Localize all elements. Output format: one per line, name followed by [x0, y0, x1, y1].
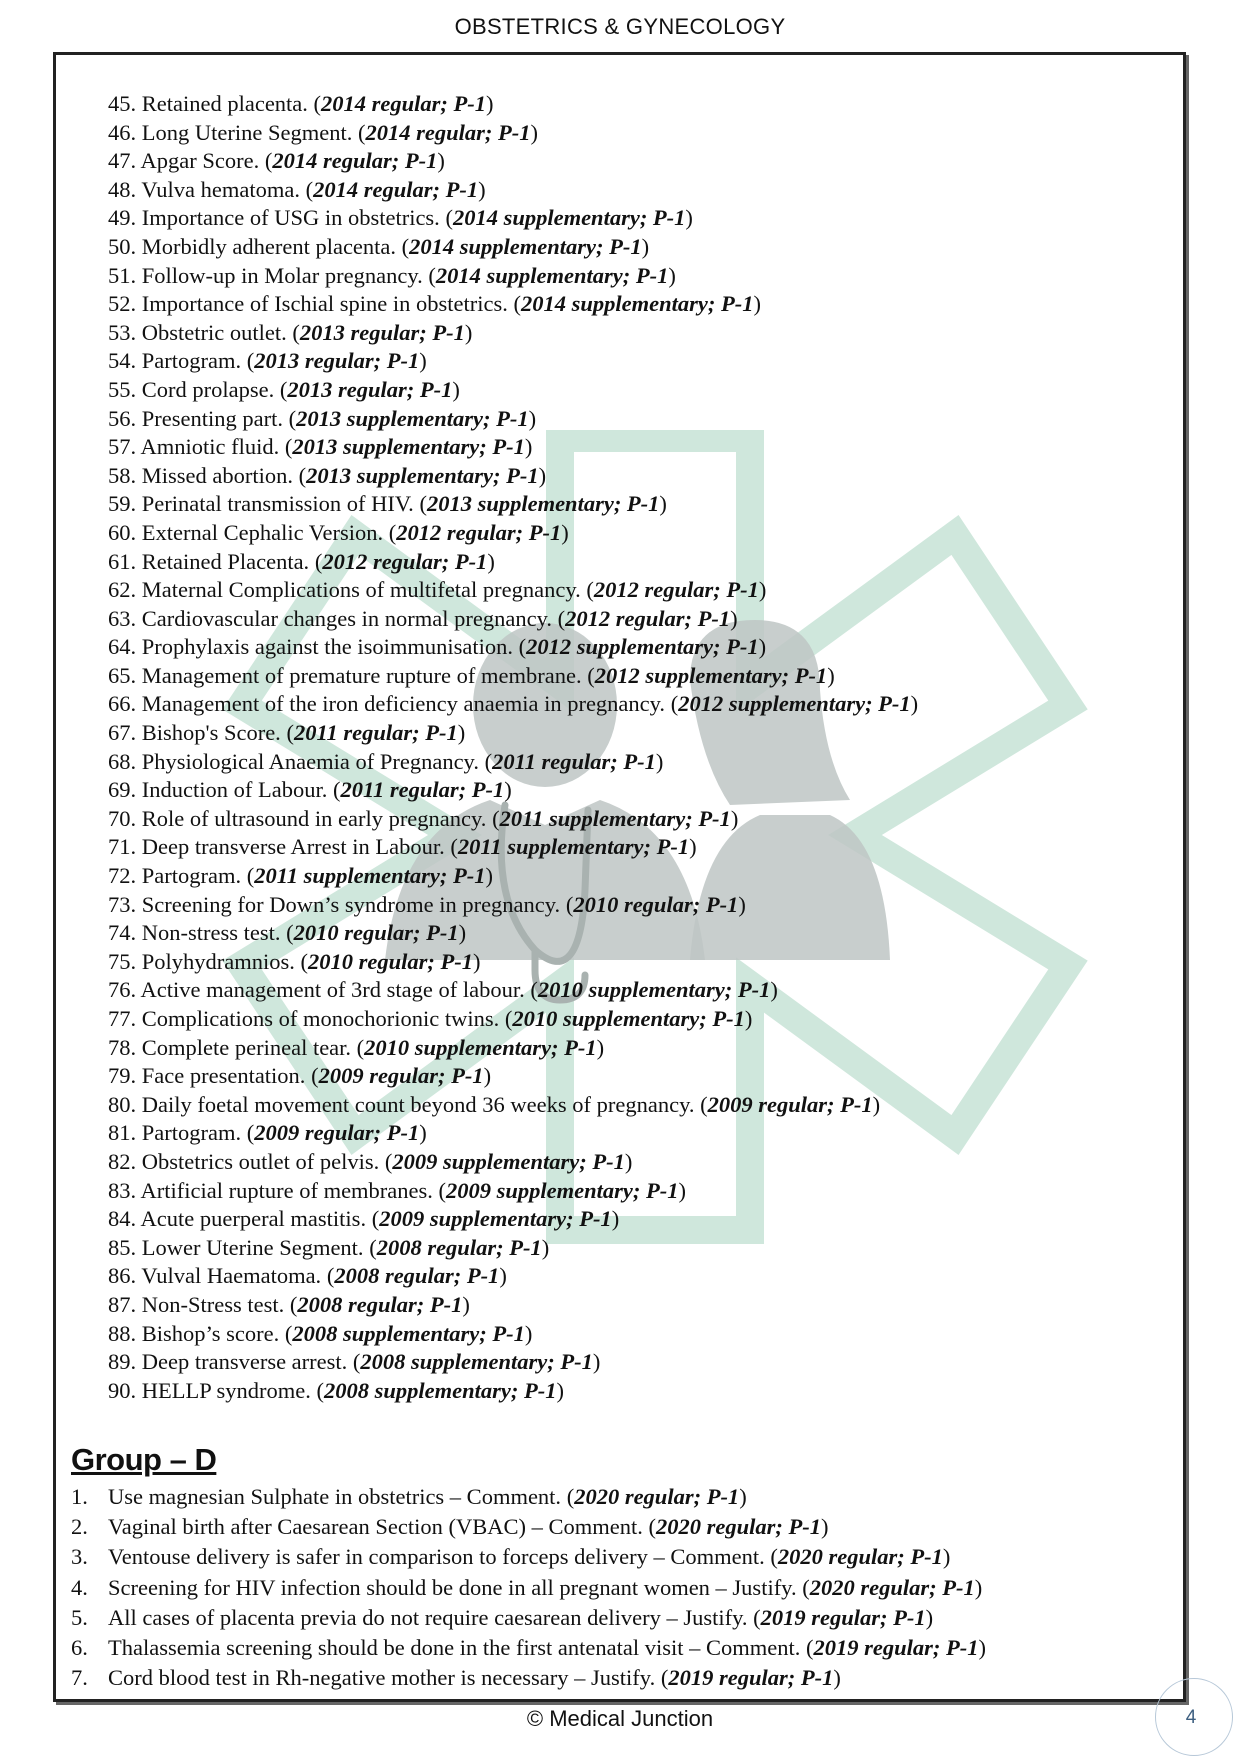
item-text: Cord prolapse.: [141, 376, 275, 402]
list-item: 45. Retained placenta. (2014 regular; P-1): [108, 91, 494, 116]
exam-reference: 2012 supplementary; P-1: [594, 662, 828, 688]
exam-reference: 2014 regular; P-1: [313, 176, 479, 202]
item-number: 54.: [108, 348, 137, 374]
item-text: Physiological Anaemia of Pregnancy.: [141, 748, 479, 774]
item-text: Obstetrics outlet of pelvis.: [141, 1148, 380, 1174]
exam-reference: 2011 regular; P-1: [293, 720, 458, 746]
item-number: 57.: [108, 434, 137, 460]
item-text: Artificial rupture of membranes.: [140, 1177, 433, 1203]
item-number: 81.: [108, 1120, 137, 1146]
item-number: 6.: [71, 1635, 88, 1661]
item-text: Cord blood test in Rh-negative mother is necessary – Justify.: [108, 1665, 656, 1691]
list-item: 69. Induction of Labour. (2011 regular; P-1): [108, 777, 512, 803]
exam-reference: 2010 regular; P-1: [573, 891, 739, 917]
exam-reference: 2019 regular; P-1: [813, 1635, 979, 1661]
item-text: Role of ultrasound in early pregnancy.: [141, 805, 487, 831]
exam-reference: 2020 regular; P-1: [809, 1574, 975, 1600]
item-number: 69.: [108, 777, 137, 803]
list-item: 84. Acute puerperal mastitis. (2009 supplementary; P-1): [108, 1206, 620, 1232]
list-item: 76. Active management of 3rd stage of labour. (2010 supplementary; P-1): [108, 977, 778, 1003]
exam-reference: 2013 supplementary; P-1: [296, 405, 529, 431]
list-item: 48. Vulva hematoma. (2014 regular; P-1): [108, 176, 486, 202]
item-number: 5.: [71, 1604, 88, 1630]
question-list: [108, 90, 918, 1405]
exam-reference: 2011 supplementary; P-1: [457, 834, 690, 860]
item-number: 67.: [108, 720, 137, 746]
exam-reference: 2019 regular; P-1: [668, 1665, 834, 1691]
item-text: Cardiovascular changes in normal pregnancy.: [141, 605, 553, 631]
item-text: Induction of Labour.: [141, 777, 328, 803]
item-text: Management of premature rupture of membrane.: [141, 662, 582, 688]
item-number: 87.: [108, 1291, 137, 1317]
exam-reference: 2008 regular; P-1: [334, 1263, 500, 1289]
list-item: 74. Non-stress test. (2010 regular; P-1): [108, 920, 467, 946]
item-number: 48.: [108, 176, 137, 202]
item-text: Management of the iron deficiency anaemia in pregnancy.: [141, 691, 666, 717]
item-number: 47.: [108, 148, 137, 174]
item-text: Screening for HIV infection should be done in all pregnant women – Justify.: [108, 1574, 797, 1600]
exam-reference: 2009 supplementary; P-1: [379, 1206, 612, 1232]
item-number: 7.: [71, 1665, 88, 1691]
item-text: Screening for Down’s syndrome in pregnancy.: [141, 891, 561, 917]
exam-reference: 2008 supplementary; P-1: [292, 1320, 525, 1346]
exam-reference: 2008 regular; P-1: [297, 1291, 463, 1317]
list-item: 83. Artificial rupture of membranes. (2009 supplementary; P-1): [108, 1177, 687, 1203]
exam-reference: 2012 regular; P-1: [396, 519, 562, 545]
list-item: 51. Follow-up in Molar pregnancy. (2014 supplementary; P-1): [108, 262, 676, 288]
item-text: Vulval Haematoma.: [141, 1263, 322, 1289]
exam-reference: 2011 regular; P-1: [340, 777, 505, 803]
exam-reference: 2020 regular; P-1: [655, 1514, 821, 1540]
list-item: 61. Retained Placenta. (2012 regular; P-1): [108, 548, 495, 574]
item-text: Non-Stress test.: [141, 1291, 285, 1317]
item-number: 82.: [108, 1148, 137, 1174]
exam-reference: 2012 regular; P-1: [322, 548, 488, 574]
list-item: 4. Screening for HIV infection should be done in all pregnant women – Justify. (2020 regular; P-1): [71, 1573, 986, 1603]
item-text: Deep transverse arrest.: [141, 1349, 348, 1375]
item-number: 84.: [108, 1206, 137, 1232]
item-text: Lower Uterine Segment.: [141, 1234, 364, 1260]
item-number: 72.: [108, 863, 137, 889]
list-item: 66. Management of the iron deficiency anaemia in pregnancy. (2012 supplementary; P-1): [108, 691, 919, 717]
item-number: 46.: [108, 119, 137, 145]
item-number: 90.: [108, 1377, 137, 1403]
item-number: 66.: [108, 691, 137, 717]
item-text: Non-stress test.: [141, 920, 281, 946]
item-number: 55.: [108, 376, 137, 402]
item-number: 86.: [108, 1263, 137, 1289]
item-text: Deep transverse Arrest in Labour.: [141, 834, 445, 860]
exam-reference: 2012 regular; P-1: [593, 577, 759, 603]
exam-reference: 2013 regular; P-1: [299, 319, 465, 345]
page-header: OBSTETRICS & GYNECOLOGY: [454, 14, 786, 39]
exam-reference: 2013 regular; P-1: [254, 348, 420, 374]
item-number: 88.: [108, 1320, 137, 1346]
item-number: 77.: [108, 1006, 137, 1031]
item-text: Amniotic fluid.: [140, 434, 280, 460]
exam-reference: 2011 supplementary; P-1: [254, 863, 486, 889]
exam-reference: 2020 regular; P-1: [574, 1484, 740, 1509]
exam-reference: 2011 supplementary; P-1: [499, 805, 731, 831]
exam-reference: 2014 supplementary; P-1: [452, 205, 686, 231]
list-item: 80. Daily foetal movement count beyond 36 weeks of pregnancy. (2009 regular; P-1): [108, 1091, 881, 1117]
list-item: 71. Deep transverse Arrest in Labour. (2011 supplementary; P-1): [108, 834, 697, 860]
list-item: 78. Complete perineal tear. (2010 supplementary; P-1): [108, 1034, 605, 1060]
item-text: Complications of monochorionic twins.: [141, 1006, 500, 1031]
item-number: 49.: [108, 205, 137, 231]
exam-reference: 2012 supplementary; P-1: [678, 691, 911, 717]
list-item: 53. Obstetric outlet. (2013 regular; P-1): [108, 319, 473, 345]
group-d-title: Group – D: [71, 1442, 217, 1477]
list-item: 85. Lower Uterine Segment. (2008 regular; P-1): [108, 1234, 550, 1260]
item-number: 78.: [108, 1034, 137, 1060]
item-number: 50.: [108, 233, 137, 259]
item-text: Active management of 3rd stage of labour.: [140, 977, 525, 1003]
item-text: Maternal Complications of multifetal pregnancy.: [141, 577, 581, 603]
item-text: Complete perineal tear.: [141, 1034, 352, 1060]
list-item: 70. Role of ultrasound in early pregnancy. (2011 supplementary; P-1): [108, 805, 739, 831]
item-number: 71.: [108, 834, 137, 860]
list-item: 55. Cord prolapse. (2013 regular; P-1): [108, 376, 460, 402]
list-item: 88. Bishop’s score. (2008 supplementary; P-1): [108, 1320, 533, 1346]
item-text: Obstetric outlet.: [141, 319, 287, 345]
list-item: 2. Vaginal birth after Caesarean Section (VBAC) – Comment. (2020 regular; P-1): [71, 1512, 986, 1542]
item-text: Bishop’s score.: [141, 1320, 280, 1346]
exam-reference: 2014 supplementary; P-1: [409, 233, 642, 259]
item-text: Daily foetal movement count beyond 36 weeks of pregnancy.: [141, 1091, 695, 1117]
item-number: 58.: [108, 462, 137, 488]
item-text: Partogram.: [141, 863, 242, 889]
list-item: 89. Deep transverse arrest. (2008 supplementary; P-1): [108, 1349, 601, 1375]
exam-reference: 2014 regular; P-1: [272, 148, 438, 174]
item-text: Retained placenta.: [141, 91, 308, 116]
list-item: 90. HELLP syndrome. (2008 supplementary; P-1): [108, 1377, 565, 1403]
item-text: Partogram.: [141, 1120, 242, 1146]
item-text: Ventouse delivery is safer in comparison to forceps delivery – Comment.: [108, 1544, 765, 1570]
exam-reference: 2008 supplementary; P-1: [360, 1349, 593, 1375]
exam-reference: 2020 regular; P-1: [777, 1544, 943, 1570]
item-text: Missed abortion.: [141, 462, 293, 488]
list-item: 65. Management of premature rupture of membrane. (2012 supplementary; P-1): [108, 662, 835, 688]
item-number: 65.: [108, 662, 137, 688]
item-text: Bishop's Score.: [141, 720, 281, 746]
exam-reference: 2008 regular; P-1: [376, 1234, 542, 1260]
list-item: 58. Missed abortion. (2013 supplementary; P-1): [108, 462, 547, 488]
list-item: 6. Thalassemia screening should be done in the first antenatal visit – Comment. (2019 regular; P-1): [71, 1633, 986, 1663]
exam-reference: 2014 regular; P-1: [365, 119, 531, 145]
exam-reference: 2009 supplementary; P-1: [392, 1148, 625, 1174]
item-text: Apgar Score.: [140, 148, 260, 174]
item-number: 83.: [108, 1177, 137, 1203]
list-item: 1. Use magnesian Sulphate in obstetrics – Comment. (2020 regular; P-1): [71, 1482, 986, 1512]
list-item: 52. Importance of Ischial spine in obstetrics. (2014 supplementary; P-1): [108, 291, 762, 317]
item-text: Acute puerperal mastitis.: [140, 1206, 367, 1232]
item-text: Prophylaxis against the isoimmunisation.: [141, 634, 513, 660]
list-item: 82. Obstetrics outlet of pelvis. (2009 supplementary; P-1): [108, 1148, 633, 1174]
list-item: 87. Non-Stress test. (2008 regular; P-1): [108, 1291, 470, 1317]
item-number: 61.: [108, 548, 137, 574]
item-text: Partogram.: [141, 348, 242, 374]
item-text: Perinatal transmission of HIV.: [141, 491, 414, 517]
item-text: Retained Placenta.: [141, 548, 310, 574]
exam-reference: 2010 supplementary; P-1: [537, 977, 771, 1003]
list-item: 77. Complications of monochorionic twins. (2010 supplementary; P-1): [108, 1006, 753, 1031]
item-text: All cases of placenta previa do not require caesarean delivery – Justify.: [108, 1604, 748, 1630]
item-number: 2.: [71, 1514, 88, 1540]
item-text: Presenting part.: [141, 405, 283, 431]
item-number: 56.: [108, 405, 137, 431]
item-number: 73.: [108, 891, 137, 917]
list-item: 47. Apgar Score. (2014 regular; P-1): [108, 148, 445, 174]
list-item: 75. Polyhydramnios. (2010 regular; P-1): [108, 948, 481, 974]
list-item: 62. Maternal Complications of multifetal pregnancy. (2012 regular; P-1): [108, 577, 767, 603]
list-item: 73. Screening for Down’s syndrome in pregnancy. (2010 regular; P-1): [108, 891, 746, 917]
item-number: 63.: [108, 605, 137, 631]
exam-reference: 2012 regular; P-1: [565, 605, 731, 631]
exam-reference: 2019 regular; P-1: [760, 1604, 926, 1630]
exam-reference: 2009 regular; P-1: [707, 1091, 873, 1117]
item-text: Thalassemia screening should be done in the first antenatal visit – Comment.: [108, 1635, 801, 1661]
item-text: Polyhydramnios.: [141, 948, 295, 974]
exam-reference: 2010 supplementary; P-1: [364, 1034, 597, 1060]
item-number: 62.: [108, 577, 137, 603]
item-number: 85.: [108, 1234, 137, 1260]
list-item: 86. Vulval Haematoma. (2008 regular; P-1): [108, 1263, 507, 1289]
item-number: 1.: [71, 1484, 88, 1509]
item-number: 75.: [108, 948, 137, 974]
exam-reference: 2010 supplementary; P-1: [512, 1006, 745, 1031]
exam-reference: 2012 supplementary; P-1: [526, 634, 759, 660]
list-item: 57. Amniotic fluid. (2013 supplementary; P-1): [108, 434, 533, 460]
page-number: 4: [1155, 1678, 1233, 1756]
item-number: 70.: [108, 805, 137, 831]
item-number: 64.: [108, 634, 137, 660]
list-item: 68. Physiological Anaemia of Pregnancy. (2011 regular; P-1): [108, 748, 664, 774]
item-number: 68.: [108, 748, 137, 774]
item-number: 52.: [108, 291, 137, 317]
item-text: Vaginal birth after Caesarean Section (VBAC) – Comment.: [108, 1514, 643, 1540]
exam-reference: 2013 supplementary; P-1: [292, 434, 525, 460]
list-item: 81. Partogram. (2009 regular; P-1): [108, 1120, 427, 1146]
exam-reference: 2013 supplementary; P-1: [426, 491, 660, 517]
item-number: 76.: [108, 977, 137, 1003]
list-item: 54. Partogram. (2013 regular; P-1): [108, 348, 427, 374]
item-number: 89.: [108, 1349, 137, 1375]
exam-reference: 2013 regular; P-1: [287, 376, 453, 402]
item-number: 53.: [108, 319, 137, 345]
list-item: 46. Long Uterine Segment. (2014 regular; P-1): [108, 119, 538, 145]
list-item: 5. All cases of placenta previa do not require caesarean delivery – Justify. (2019 regular; P-1): [71, 1603, 986, 1633]
exam-reference: 2009 regular; P-1: [254, 1120, 420, 1146]
item-text: Importance of Ischial spine in obstetrics.: [141, 291, 508, 317]
item-number: 80.: [108, 1091, 137, 1117]
item-number: 60.: [108, 519, 137, 545]
exam-reference: 2014 supplementary; P-1: [435, 262, 669, 288]
exam-reference: 2014 regular; P-1: [321, 91, 487, 116]
list-item: 79. Face presentation. (2009 regular; P-1): [108, 1063, 492, 1089]
item-text: Face presentation.: [141, 1063, 306, 1089]
list-item: 59. Perinatal transmission of HIV. (2013 supplementary; P-1): [108, 491, 667, 517]
item-number: 51.: [108, 262, 137, 288]
item-number: 79.: [108, 1063, 137, 1089]
exam-reference: 2010 regular; P-1: [293, 920, 459, 946]
group-d-list: [71, 1482, 986, 1693]
exam-reference: 2010 regular; P-1: [308, 948, 474, 974]
page-footer: © Medical Junction: [526, 1706, 714, 1731]
exam-reference: 2008 supplementary; P-1: [324, 1377, 557, 1403]
list-item: 3. Ventouse delivery is safer in comparison to forceps delivery – Comment. (2020 regular; P-1): [71, 1542, 986, 1572]
exam-reference: 2013 supplementary; P-1: [306, 462, 539, 488]
exam-reference: 2011 regular; P-1: [492, 748, 656, 774]
list-item: 49. Importance of USG in obstetrics. (2014 supplementary; P-1): [108, 205, 693, 231]
item-text: Importance of USG in obstetrics.: [141, 205, 440, 231]
list-item: 60. External Cephalic Version. (2012 regular; P-1): [108, 519, 569, 545]
item-text: HELLP syndrome.: [141, 1377, 311, 1403]
list-item: 50. Morbidly adherent placenta. (2014 supplementary; P-1): [108, 233, 650, 259]
list-item: 67. Bishop's Score. (2011 regular; P-1): [108, 720, 466, 746]
exam-reference: 2014 supplementary; P-1: [521, 291, 754, 317]
list-item: 56. Presenting part. (2013 supplementary; P-1): [108, 405, 537, 431]
list-item: 7. Cord blood test in Rh-negative mother is necessary – Justify. (2019 regular; P-1): [71, 1663, 986, 1693]
item-number: 4.: [71, 1574, 88, 1600]
exam-reference: 2009 supplementary; P-1: [446, 1177, 679, 1203]
list-item: 63. Cardiovascular changes in normal pregnancy. (2012 regular; P-1): [108, 605, 738, 631]
item-text: Vulva hematoma.: [141, 176, 300, 202]
item-text: Long Uterine Segment.: [141, 119, 353, 145]
item-number: 3.: [71, 1544, 88, 1570]
item-text: External Cephalic Version.: [141, 519, 384, 545]
item-number: 74.: [108, 920, 137, 946]
exam-reference: 2009 regular; P-1: [318, 1063, 484, 1089]
list-item: 72. Partogram. (2011 supplementary; P-1): [108, 863, 493, 889]
item-text: Morbidly adherent placenta.: [141, 233, 397, 259]
item-number: 45.: [108, 91, 137, 116]
list-item: 64. Prophylaxis against the isoimmunisation. (2012 supplementary; P-1): [108, 634, 767, 660]
item-text: Use magnesian Sulphate in obstetrics – Comment.: [108, 1484, 562, 1509]
item-number: 59.: [108, 491, 137, 517]
item-text: Follow-up in Molar pregnancy.: [141, 262, 423, 288]
